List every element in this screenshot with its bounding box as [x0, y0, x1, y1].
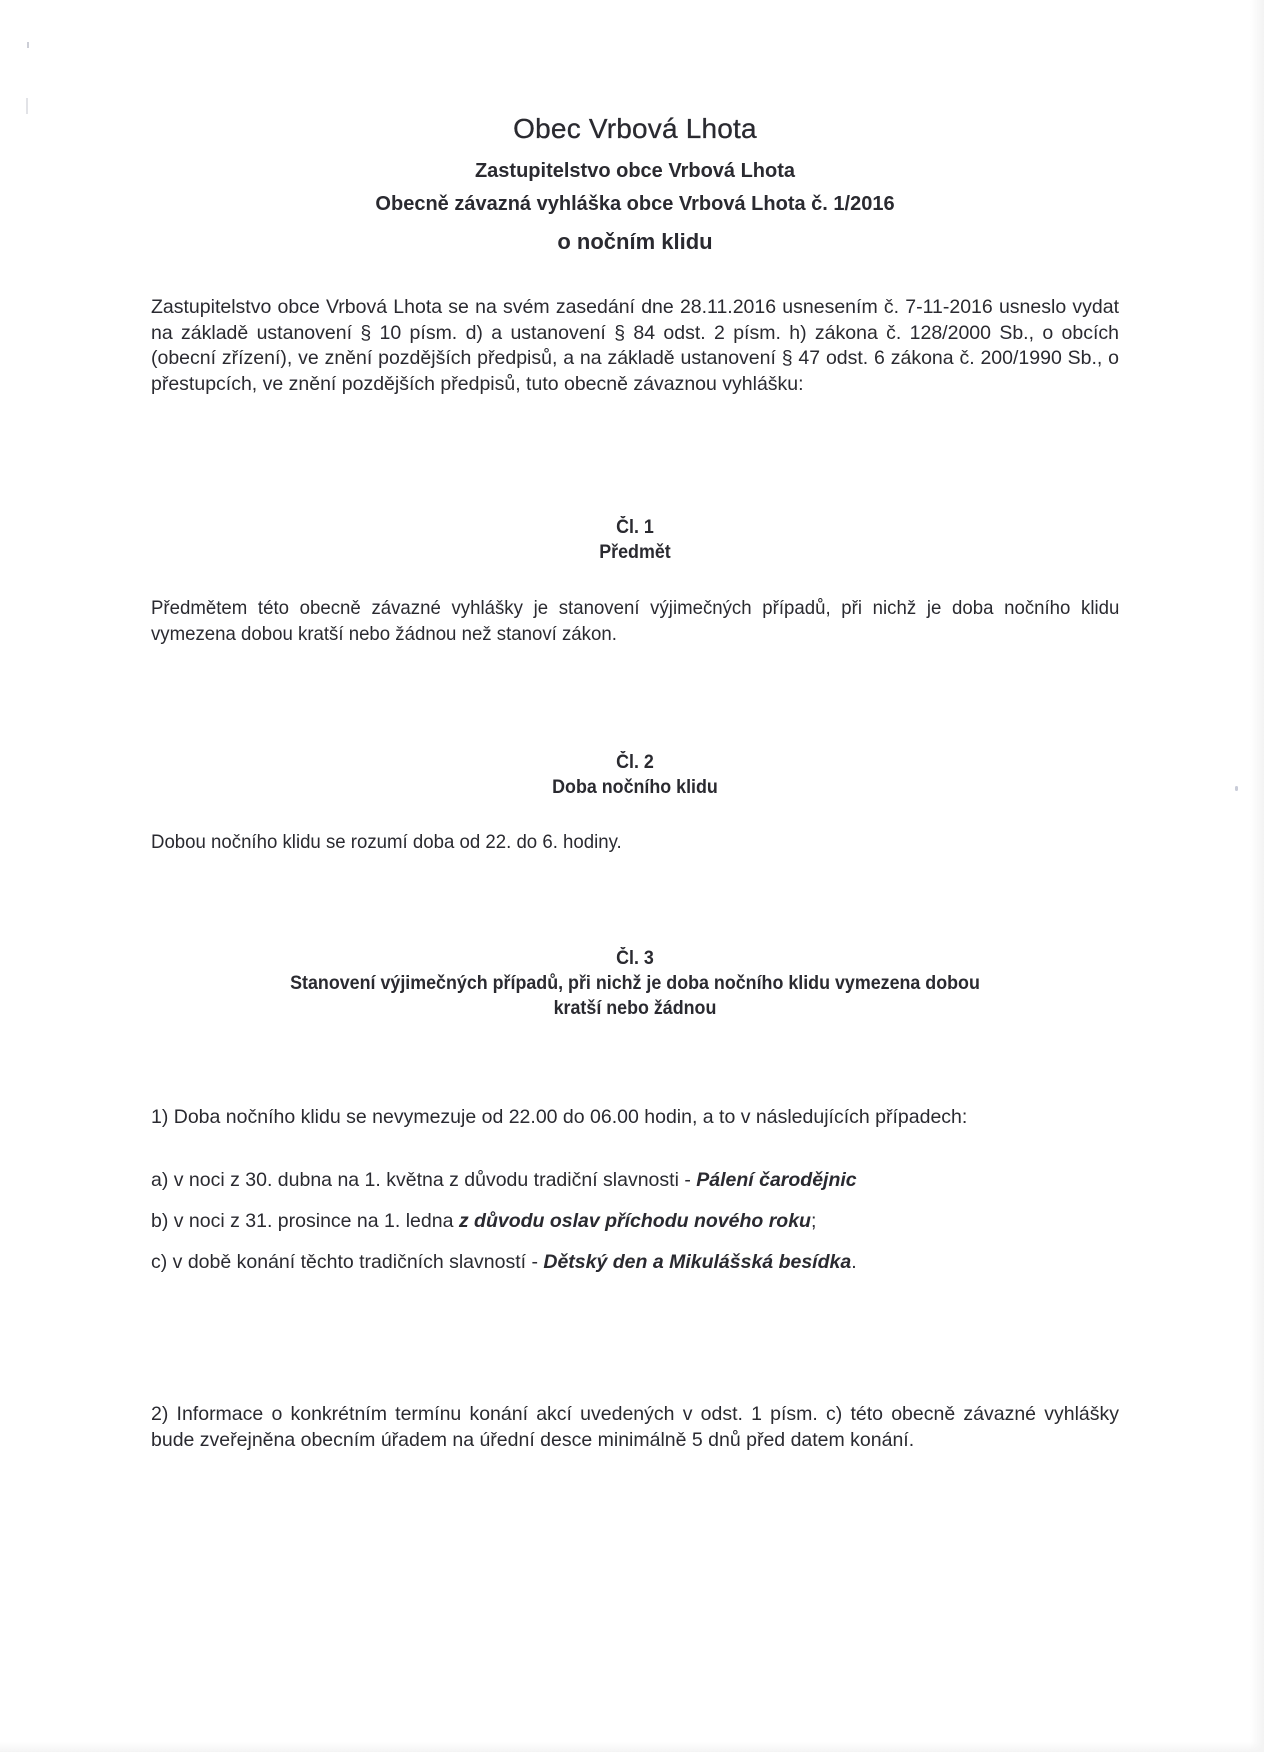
article-2-text: Dobou nočního klidu se rozumí doba od 22. do 6. hodiny.: [151, 831, 622, 853]
article-3-title-line-1: Stanovení výjimečných případů, při nichž je doba nočního klidu vymezena dobou: [290, 973, 980, 994]
article-1-title: Předmět: [599, 542, 671, 563]
list-item-tail: .: [851, 1251, 857, 1273]
list-item-emphasis: Pálení čarodějnic: [696, 1169, 857, 1191]
decree-title: Obecně závazná vyhláška obce Vrbová Lhota č. 1/2016: [375, 193, 895, 215]
council-heading: Zastupitelstvo obce Vrbová Lhota: [474, 160, 796, 182]
list-item-c: [151, 1250, 1119, 1276]
list-item-text: b) v noci z 31. prosince na 1. ledna: [151, 1210, 459, 1232]
article-2-number: Čl. 2: [616, 752, 654, 773]
article-3-number: Čl. 3: [616, 948, 654, 969]
article-3-paragraph-1-intro: 1) Doba nočního klidu se nevymezuje od 22.00 do 06.00 hodin, a to v následujících případech:: [151, 1106, 968, 1128]
list-item-text: a) v noci z 30. dubna na 1. května z důvodu tradiční slavnosti -: [151, 1169, 697, 1191]
list-item-b: [151, 1209, 1119, 1235]
scan-margin-mark: [26, 98, 28, 114]
article-3-title-line-2: kratší nebo žádnou: [553, 998, 717, 1019]
intro-paragraph: Zastupitelstvo obce Vrbová Lhota se na svém zasedání dne 28.11.2016 usnesením č. 7-11-2016 usneslo vydat na základě ustanovení § 10 písm. d) a ustanovení § 84 odst. 2 písm. h) zákona č. 128/2000 Sb., o obcích (obecní zřízení), ve znění pozdějších předpisů, a na základě ustanovení § 47 odst. 6 zákona č. 200/1990 Sb., o přestupcích, ve znění pozdějších předpisů, tuto obecně závaznou vyhlášku:: [151, 296, 1119, 395]
article-1-text: Předmětem této obecně závazné vyhlášky je stanovení výjimečných případů, při nichž je doba nočního klidu vymezena dobou kratší nebo žádnou než stanoví zákon.: [151, 597, 1120, 645]
list-item-text: c) v době konání těchto tradičních slavností -: [151, 1251, 544, 1273]
article-1-heading: [180, 515, 1090, 565]
list-item-emphasis: z důvodu oslav příchodu nového roku: [458, 1210, 811, 1232]
scan-edge-bottom: [0, 1742, 1264, 1752]
article-3-heading: [180, 946, 1090, 1021]
article-3-paragraph-2: 2) Informace o konkrétním termínu konání akcí uvedených v odst. 1 písm. c) této obecně závazné vyhlášky bude zveřejněna obecním úřadem na úřední desce minimálně 5 dnů před datem konání.: [151, 1403, 1119, 1451]
article-1-number: Čl. 1: [616, 517, 654, 538]
scan-margin-mark: [27, 42, 29, 48]
list-item-a: [151, 1168, 1119, 1194]
list-item-emphasis: Dětský den a Mikulášská besídka: [543, 1251, 852, 1273]
article-2-heading: [180, 750, 1090, 800]
list-item-tail: ;: [810, 1210, 817, 1232]
decree-subject: o nočním klidu: [557, 229, 713, 254]
municipality-title: Obec Vrbová Lhota: [513, 113, 757, 144]
scan-edge-right: [1250, 0, 1264, 1752]
article-2-title: Doba nočního klidu: [552, 777, 718, 798]
scan-speck: [1235, 786, 1238, 791]
